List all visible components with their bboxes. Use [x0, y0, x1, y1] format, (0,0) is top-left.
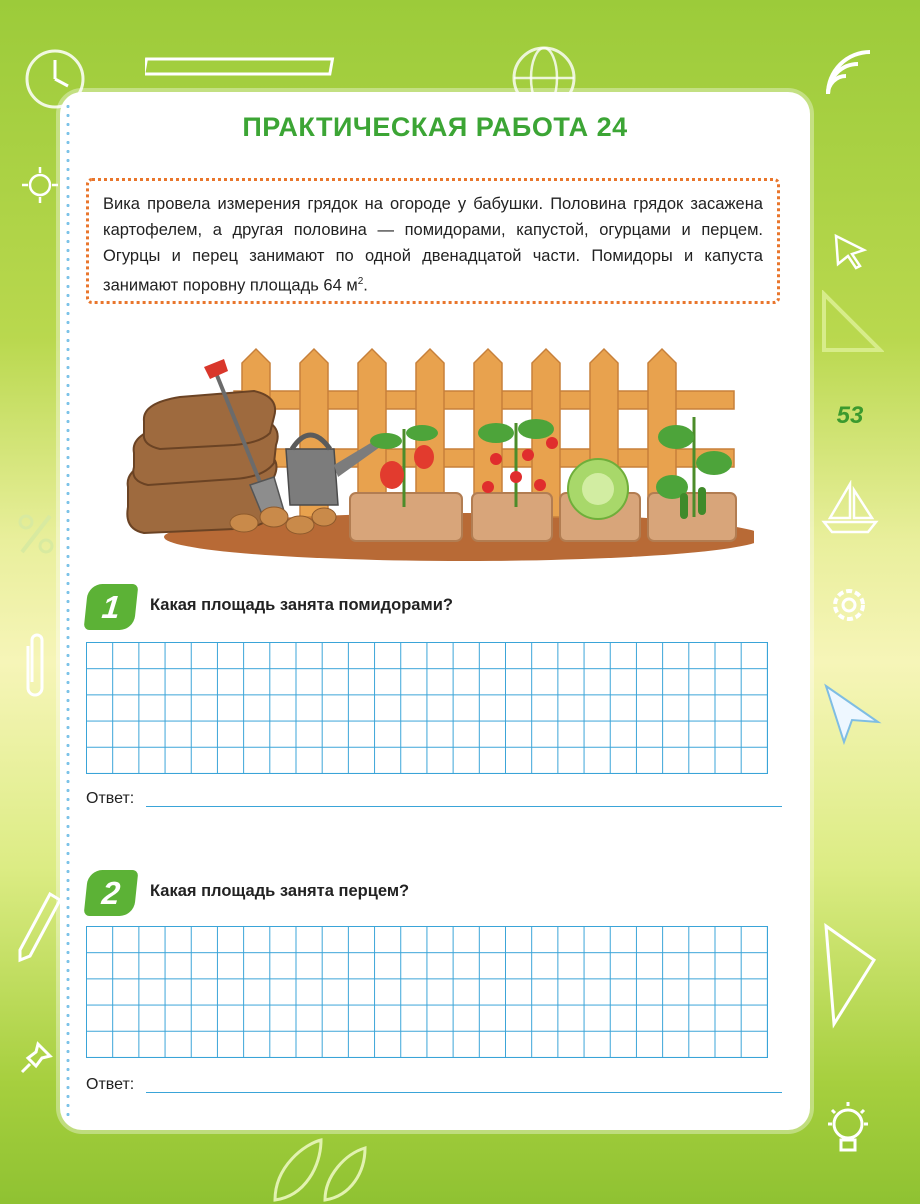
answer-label: Ответ: [86, 790, 135, 807]
task-question: Какая площадь занята помидорами? [150, 596, 453, 614]
task-question: Какая площадь занята перцем? [150, 882, 410, 900]
gear-icon [824, 580, 874, 630]
intro-end: . [363, 276, 368, 295]
garden-beds [350, 493, 736, 541]
cabbage [568, 459, 628, 519]
triangle-icon [820, 920, 880, 1030]
garden-illustration [124, 337, 754, 567]
sun-icon [20, 165, 60, 205]
ruler-icon [145, 56, 335, 78]
intro-superscript: 2 [357, 276, 364, 287]
pushpin-icon [18, 1040, 54, 1076]
task-number-badge: 2 [84, 870, 139, 916]
answer-line[interactable] [146, 806, 782, 807]
paperclip-icon [20, 626, 50, 706]
intro-text-box [86, 178, 780, 304]
leaf-icon [265, 1136, 375, 1202]
percent-icon [16, 512, 56, 556]
page-title: ПРАКТИЧЕСКАЯ РАБОТА 24 [242, 112, 628, 142]
answer-grid[interactable] [86, 642, 768, 774]
lightbulb-icon [820, 1100, 876, 1164]
worksheet-card [60, 92, 810, 1130]
page-number: 53 [836, 402, 864, 429]
pencil-icon [16, 890, 64, 964]
potato-sacks [127, 391, 277, 533]
triangle-ruler-icon [820, 290, 884, 354]
answer-grid[interactable] [86, 926, 768, 1058]
paper-plane-icon [822, 682, 882, 746]
wifi-icon [820, 44, 880, 104]
answer-label: Ответ: [86, 1076, 135, 1093]
boat-icon [820, 480, 880, 536]
globe-icon [505, 40, 583, 100]
intro-text: Вика провела измерения грядок на огороде у бабушки. Половина грядок засажена картофелем, а другая половина — помидорами, капустой, огурцами и перцем. Огурцы и перец занимают по одной двенадцатой части. Помидоры и капуста занимают поровну площадь 64 м [103, 195, 763, 295]
answer-line[interactable] [146, 1092, 782, 1093]
task-number-badge: 1 [84, 584, 139, 630]
cursor-icon [830, 232, 870, 272]
